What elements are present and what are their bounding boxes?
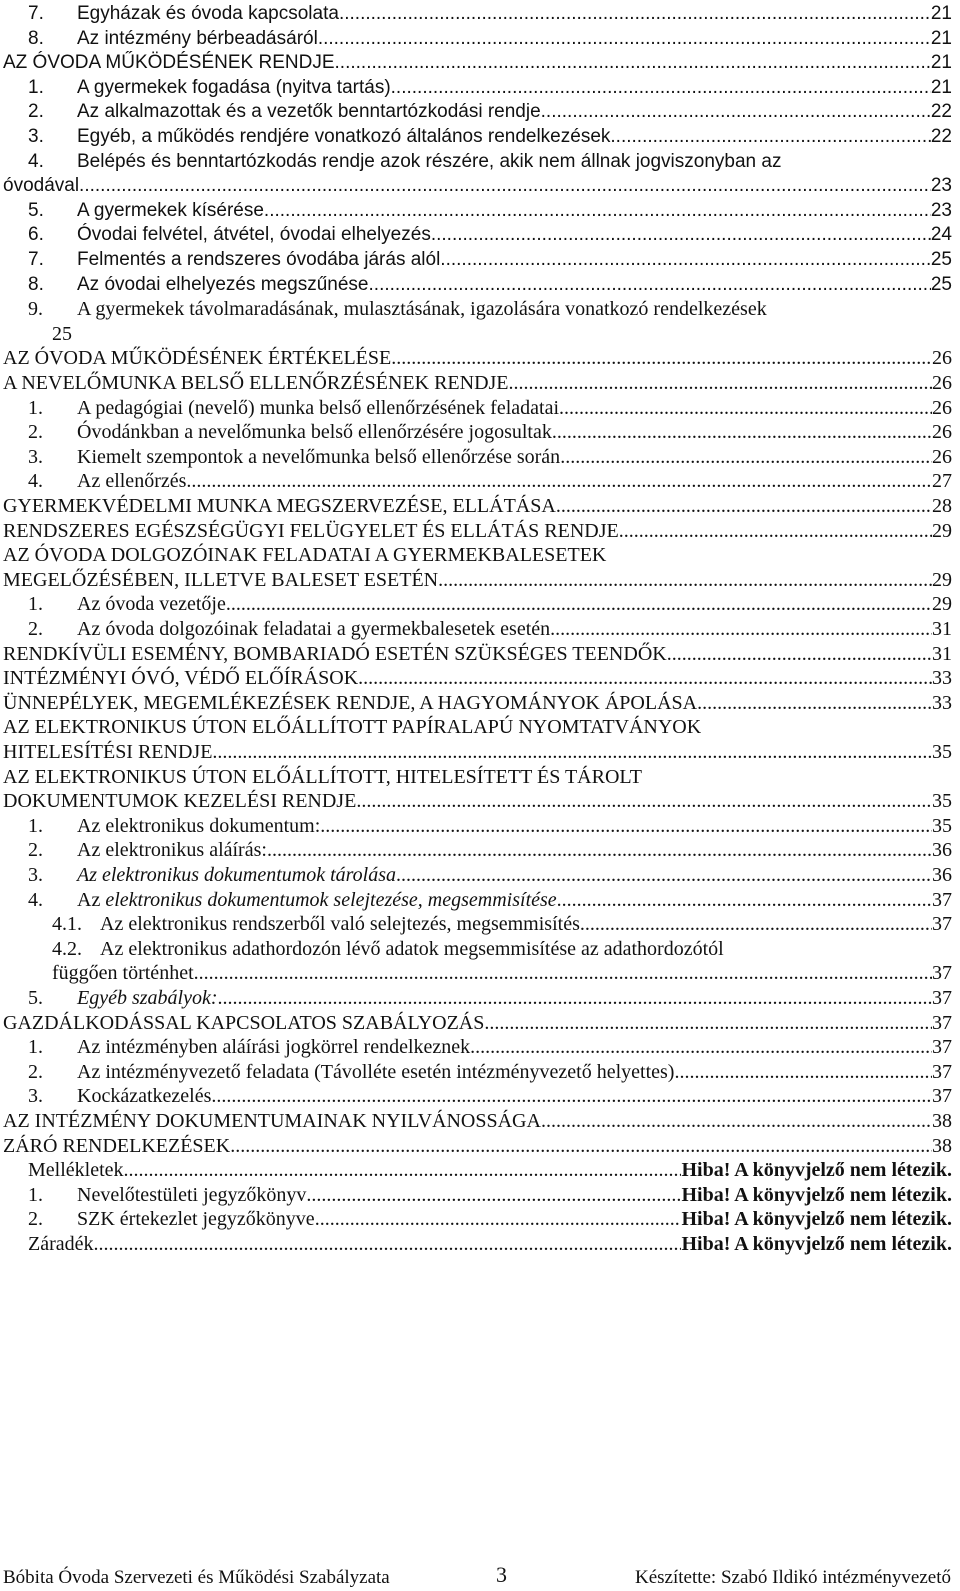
toc-entry-number: 2. xyxy=(28,1060,43,1083)
toc-entry-title[interactable]: Belépés és benntartózkodás rendje azok részére, akik nem állnak jogviszonyban az xyxy=(77,150,782,172)
toc-entry-number: 2. xyxy=(28,101,44,123)
toc-line xyxy=(3,1134,952,1158)
toc-line xyxy=(3,740,952,764)
toc-entry-number: 4. xyxy=(28,888,43,911)
toc-page-number: 38 xyxy=(932,1110,952,1132)
toc-page-number: 25 xyxy=(930,249,952,270)
toc-line xyxy=(28,273,952,297)
toc-page-number: 22 xyxy=(930,126,952,147)
toc-page-number: 26 xyxy=(932,396,952,419)
toc-entry-title[interactable]: Az elektronikus aláírás: xyxy=(77,839,267,862)
toc-dot-leader xyxy=(318,27,931,51)
toc-line xyxy=(28,863,952,887)
toc-page-number: 37 xyxy=(932,1060,952,1083)
toc-page-number: 37 xyxy=(932,1036,952,1059)
toc-entry-number: 1. xyxy=(28,593,43,616)
toc-line xyxy=(28,150,781,174)
toc-entry-number: 2. xyxy=(28,839,43,862)
toc-entry-number: 3. xyxy=(28,864,43,886)
toc-line xyxy=(28,199,952,223)
toc-line xyxy=(52,322,72,346)
toc-bookmark-error: Hiba! A könyvjelző nem létezik. xyxy=(681,1159,952,1182)
toc-line xyxy=(3,494,952,518)
toc-line xyxy=(3,346,952,370)
toc-page-number: 21 xyxy=(930,52,952,74)
toc-dot-leader xyxy=(470,1035,932,1059)
toc-page-number: 37 xyxy=(932,987,952,1009)
toc-line xyxy=(28,986,952,1010)
toc-bookmark-error: Hiba! A könyvjelző nem létezik. xyxy=(681,1233,952,1255)
toc-entry-title[interactable]: Az alkalmazottak és a vezetők benntartózkodási rendje xyxy=(77,101,541,123)
toc-page-number: 26 xyxy=(932,421,952,444)
toc-line xyxy=(3,715,701,739)
toc-dot-leader xyxy=(320,814,932,838)
toc-dot-leader xyxy=(369,273,931,297)
toc-line xyxy=(28,1084,952,1108)
footer-page-number: 3 xyxy=(496,1562,507,1587)
toc-page-number: 25 xyxy=(52,322,72,345)
toc-entry-title[interactable]: Kockázatkezelés xyxy=(77,1085,212,1108)
toc-entry-title[interactable]: GAZDÁLKODÁSSAL KAPCSOLATOS SZABÁLYOZÁS xyxy=(3,1011,485,1034)
toc-entry-title[interactable]: A pedagógiai (nevelő) munka belső ellenőrzésének feladatai xyxy=(77,396,560,419)
toc-line xyxy=(52,937,724,961)
toc-dot-leader xyxy=(667,642,932,666)
toc-dot-leader xyxy=(557,888,932,912)
toc-entry-number: 8. xyxy=(28,27,44,49)
toc-entry-title[interactable]: A NEVELŐMUNKA BELSŐ ELLENŐRZÉSÉNEK RENDJE xyxy=(3,372,509,394)
toc-entry-title[interactable]: ZÁRÓ RENDELKEZÉSEK xyxy=(3,1134,231,1157)
toc-page-number: 31 xyxy=(932,618,952,640)
toc-entry-title-part: Az xyxy=(77,888,106,911)
toc-entry-title[interactable]: ÜNNEPÉLYEK, MEGEMLÉKEZÉSEK RENDJE, A HAGYOMÁNYOK ÁPOLÁSA xyxy=(3,691,698,714)
toc-entry-title[interactable]: Az elektronikus dokumentum: xyxy=(77,814,321,837)
toc-page-number: 37 xyxy=(932,1011,952,1034)
toc-page-number: 21 xyxy=(930,27,952,49)
footer-document-title: Bóbita Óvoda Szervezeti és Működési Szabályzata xyxy=(3,1567,390,1588)
toc-line xyxy=(28,76,952,100)
toc-line xyxy=(3,51,952,75)
toc-page-number: 36 xyxy=(932,864,952,886)
toc-entry-title[interactable]: SZK értekezlet jegyzőkönyve xyxy=(77,1208,315,1231)
toc-page-number: 37 xyxy=(932,888,952,911)
toc-entry-title[interactable]: Egyéb, a működés rendjére vonatkozó általános rendelkezések xyxy=(77,126,611,147)
toc-line xyxy=(52,912,952,936)
toc-entry-title[interactable]: Nevelőtestületi jegyzőkönyv xyxy=(77,1183,307,1206)
toc-line xyxy=(3,174,952,198)
toc-entry-number: 1. xyxy=(28,1036,43,1059)
toc-line xyxy=(28,1183,952,1207)
toc-line xyxy=(3,1109,952,1133)
toc-entry-title-part: elektronikus dokumentumok selejtezése, megsemmisítése xyxy=(105,888,557,911)
toc-entry-title[interactable]: A gyermekek fogadása (nyitva tartás) xyxy=(77,76,391,98)
toc-dot-leader xyxy=(391,76,931,100)
toc-page-number: 22 xyxy=(930,101,952,123)
toc-dot-leader xyxy=(218,986,932,1010)
toc-page-number: 35 xyxy=(932,814,952,837)
toc-entry-title-continued[interactable]: DOKUMENTUMOK KEZELÉSI RENDJE xyxy=(3,790,357,813)
toc-line xyxy=(3,519,952,543)
toc-page-number: 27 xyxy=(932,470,952,493)
toc-page-number: 33 xyxy=(932,691,952,714)
toc-dot-leader xyxy=(212,740,932,764)
toc-entry-number: 1. xyxy=(28,1183,43,1206)
toc-line xyxy=(28,27,952,51)
toc-entry-number: 3. xyxy=(28,1085,43,1108)
toc-dot-leader xyxy=(264,199,931,223)
toc-entry-number: 9. xyxy=(28,298,43,321)
toc-entry-title[interactable]: Az ellenőrzés xyxy=(77,470,187,493)
toc-entry-title[interactable]: Az elektronikus rendszerből való selejtezés, megsemmisítés xyxy=(100,913,580,936)
toc-dot-leader xyxy=(559,396,932,420)
toc-line xyxy=(28,396,952,420)
toc-line xyxy=(28,2,952,26)
toc-dot-leader xyxy=(84,174,931,198)
toc-entry-number: 2. xyxy=(28,1208,43,1231)
toc-entry-title[interactable]: Az intézményvezető feladata (Távolléte esetén intézményvezető helyettes) xyxy=(77,1060,675,1083)
toc-page-number: 26 xyxy=(932,372,952,394)
toc-entry-title[interactable]: AZ ELEKTRONIKUS ÚTON ELŐÁLLÍTOTT PAPÍRALAPÚ NYOMTATVÁNYOK xyxy=(3,716,702,739)
toc-dot-leader xyxy=(306,1183,681,1207)
toc-entry-title[interactable]: Az elektronikus dokumentumok tárolása xyxy=(77,864,397,886)
toc-line xyxy=(3,642,952,666)
toc-entry-number: 4. xyxy=(28,150,44,172)
toc-dot-leader xyxy=(391,346,932,370)
toc-line xyxy=(28,100,952,124)
toc-page-number: 23 xyxy=(930,199,952,221)
toc-page-number: 35 xyxy=(932,790,952,813)
toc-entry-number: 1. xyxy=(28,396,43,419)
toc-line xyxy=(28,888,952,912)
toc-page-number: 25 xyxy=(930,273,952,295)
toc-page-number: 38 xyxy=(932,1134,952,1157)
toc-entry-number: 7. xyxy=(28,3,44,24)
toc-line xyxy=(3,765,642,789)
toc-line xyxy=(28,1035,952,1059)
toc-page-number: 26 xyxy=(932,445,952,468)
toc-dot-leader xyxy=(541,1109,932,1133)
toc-entry-title[interactable]: RENDSZERES EGÉSZSÉGÜGYI FELÜGYELET ÉS ELLÁTÁS RENDJE xyxy=(3,519,619,542)
toc-page-number: 31 xyxy=(932,642,952,665)
toc-entry-number: 4.2. xyxy=(52,937,82,960)
footer-author: Készítette: Szabó Ildikó intézményvezető xyxy=(634,1567,951,1588)
toc-entry-title[interactable]: AZ ÓVODA MŰKÖDÉSÉNEK RENDJE xyxy=(3,52,335,74)
toc-dot-leader xyxy=(619,519,932,543)
toc-dot-leader xyxy=(438,568,932,592)
toc-line xyxy=(28,297,767,321)
toc-entry-number: 1. xyxy=(28,814,43,837)
toc-page-number: 28 xyxy=(932,495,952,517)
toc-entry-number: 7. xyxy=(28,249,44,270)
toc-dot-leader xyxy=(94,1232,682,1256)
toc-line xyxy=(3,789,952,813)
toc-entry-title[interactable]: Mellékletek xyxy=(28,1159,124,1182)
toc-dot-leader xyxy=(580,912,932,936)
toc-line xyxy=(3,691,952,715)
toc-page-number: 29 xyxy=(932,568,952,591)
toc-page-number: 33 xyxy=(932,667,952,690)
toc-entry-number: 5. xyxy=(28,987,43,1009)
page-footer xyxy=(0,1562,960,1590)
toc-line xyxy=(3,568,952,592)
toc-entry-title[interactable]: Az óvodai elhelyezés megszűnése xyxy=(77,273,369,295)
toc-entry-title[interactable]: INTÉZMÉNYI ÓVÓ, VÉDŐ ELŐÍRÁSOK xyxy=(3,667,359,690)
toc-entry-number: 4. xyxy=(28,470,43,493)
toc-dot-leader xyxy=(484,1011,932,1035)
toc-entry-number: 2. xyxy=(28,421,43,444)
toc-entry-number: 3. xyxy=(28,445,43,468)
toc-dot-leader xyxy=(552,420,932,444)
toc-entry-title[interactable]: Az elektronikus adathordozón lévő adatok megsemmisítése az adathordozótól xyxy=(100,937,724,960)
toc-dot-leader xyxy=(186,469,932,493)
toc-line xyxy=(28,617,952,641)
toc-line xyxy=(3,371,952,395)
toc-dot-leader xyxy=(396,863,932,887)
toc-entry-title[interactable]: Óvodai felvétel, átvétel, óvodai elhelyezés xyxy=(77,224,431,246)
toc-dot-leader xyxy=(267,838,932,862)
toc-line xyxy=(3,543,606,567)
toc-page-number: 29 xyxy=(932,519,952,542)
toc-line xyxy=(28,445,952,469)
toc-line xyxy=(28,420,952,444)
toc-line xyxy=(28,838,952,862)
toc-page-number: 36 xyxy=(932,839,952,862)
toc-line xyxy=(28,814,952,838)
toc-line xyxy=(28,125,952,149)
toc-entry-title[interactable]: AZ INTÉZMÉNY DOKUMENTUMAINAK NYILVÁNOSSÁGA xyxy=(3,1110,541,1132)
toc-dot-leader xyxy=(610,125,930,149)
toc-entry-title[interactable]: A gyermekek kísérése xyxy=(77,199,264,221)
toc-entry-number: 3. xyxy=(28,126,44,147)
toc-line xyxy=(28,1060,952,1084)
toc-entry-title-continued[interactable]: MEGELŐZÉSÉBEN, ILLETVE BALESET ESETÉN xyxy=(3,568,439,591)
toc-entry-title[interactable]: Egyéb szabályok: xyxy=(77,987,218,1009)
toc-page-number: 21 xyxy=(930,3,952,24)
toc-entry-number: 6. xyxy=(28,224,44,246)
toc-entry-title-continued[interactable]: függően történhet. xyxy=(52,962,199,985)
toc-entry-title[interactable]: RENDKÍVÜLI ESEMÉNY, BOMBARIADÓ ESETÉN SZÜKSÉGES TEENDŐK xyxy=(3,642,667,665)
toc-entry-number: 8. xyxy=(28,273,44,295)
toc-dot-leader xyxy=(509,371,932,395)
toc-entry-title[interactable] xyxy=(77,888,557,912)
toc-page-number: 23 xyxy=(930,175,952,197)
toc-dot-leader xyxy=(674,1060,932,1084)
toc-dot-leader xyxy=(339,2,931,26)
toc-dot-leader xyxy=(560,445,932,469)
toc-page-number: 37 xyxy=(932,913,952,936)
toc-page-number: 29 xyxy=(932,593,952,616)
toc-entry-title[interactable]: Záradék xyxy=(28,1233,94,1255)
toc-dot-leader xyxy=(697,691,932,715)
toc-entry-number: 2. xyxy=(28,618,43,640)
toc-entry-title[interactable]: AZ ÓVODA MŰKÖDÉSÉNEK ÉRTÉKELÉSE xyxy=(3,347,392,370)
toc-dot-leader xyxy=(541,100,931,124)
toc-bookmark-error: Hiba! A könyvjelző nem létezik. xyxy=(681,1183,952,1206)
toc-dot-leader xyxy=(446,248,931,272)
toc-page-number: 35 xyxy=(932,741,952,763)
toc-dot-leader xyxy=(358,666,932,690)
toc-entry-number: 5. xyxy=(28,199,44,221)
toc-line xyxy=(28,1207,952,1231)
toc-dot-leader xyxy=(199,961,932,985)
toc-dot-leader xyxy=(550,617,932,641)
toc-entry-title-continued[interactable]: HITELESÍTÉSI RENDJE xyxy=(3,741,213,763)
toc-line xyxy=(28,469,952,493)
toc-page-number: 26 xyxy=(932,347,952,370)
toc-page-number: 24 xyxy=(930,224,952,246)
toc-dot-leader xyxy=(335,51,931,75)
toc-dot-leader xyxy=(226,592,932,616)
toc-entry-title-continued[interactable]: óvodával. xyxy=(3,175,85,197)
toc-entry-title[interactable]: Óvodánkban a nevelőmunka belső ellenőrzésére jogosultak xyxy=(77,421,552,444)
toc-line xyxy=(28,592,952,616)
toc-dot-leader xyxy=(211,1084,932,1108)
toc-entry-title[interactable]: Kiemelt szempontok a nevelőmunka belső ellenőrzése során xyxy=(77,445,561,468)
toc-line xyxy=(28,1158,952,1182)
toc-dot-leader xyxy=(230,1134,932,1158)
toc-entry-title[interactable]: AZ ELEKTRONIKUS ÚTON ELŐÁLLÍTOTT, HITELESÍTETT ÉS TÁROLT xyxy=(3,765,642,788)
toc-line xyxy=(52,961,952,985)
toc-entry-number: 4.1. xyxy=(52,913,82,936)
toc-line xyxy=(28,1232,952,1256)
toc-page-number: 37 xyxy=(932,962,952,985)
toc-line xyxy=(28,223,952,247)
toc-bookmark-error: Hiba! A könyvjelző nem létezik. xyxy=(681,1208,952,1231)
toc-page-number: 21 xyxy=(930,76,952,98)
toc-page-number: 37 xyxy=(932,1085,952,1108)
toc-line xyxy=(3,1011,952,1035)
toc-entry-title[interactable]: Az intézmény bérbeadásáról xyxy=(77,27,318,49)
toc-dot-leader xyxy=(315,1207,682,1231)
toc-entry-title[interactable]: Az intézményben aláírási jogkörrel rendelkeznek xyxy=(77,1036,471,1059)
toc-entry-number: 1. xyxy=(28,76,44,98)
toc-line xyxy=(28,248,952,272)
toc-entry-title[interactable]: GYERMEKVÉDELMI MUNKA MEGSZERVEZÉSE, ELLÁTÁSA xyxy=(3,495,556,517)
toc-dot-leader xyxy=(556,494,932,518)
toc-dot-leader xyxy=(124,1158,682,1182)
toc-entry-title[interactable]: Egyházak és óvoda kapcsolata xyxy=(77,3,339,24)
toc-entry-title[interactable]: AZ ÓVODA DOLGOZÓINAK FELADATAI A GYERMEKBALESETEK xyxy=(3,544,607,567)
toc-line xyxy=(3,666,952,690)
toc-entry-title[interactable]: Felmentés a rendszeres óvodába járás alól. xyxy=(77,249,446,270)
toc-dot-leader xyxy=(431,223,931,247)
toc-entry-title[interactable]: A gyermekek távolmaradásának, mulasztásának, igazolására vonatkozó rendelkezések xyxy=(77,298,767,321)
toc-entry-title[interactable]: Az óvoda vezetője xyxy=(77,593,226,616)
toc-entry-title[interactable]: Az óvoda dolgozóinak feladatai a gyermekbalesetek esetén xyxy=(77,618,551,640)
toc-dot-leader xyxy=(356,789,932,813)
